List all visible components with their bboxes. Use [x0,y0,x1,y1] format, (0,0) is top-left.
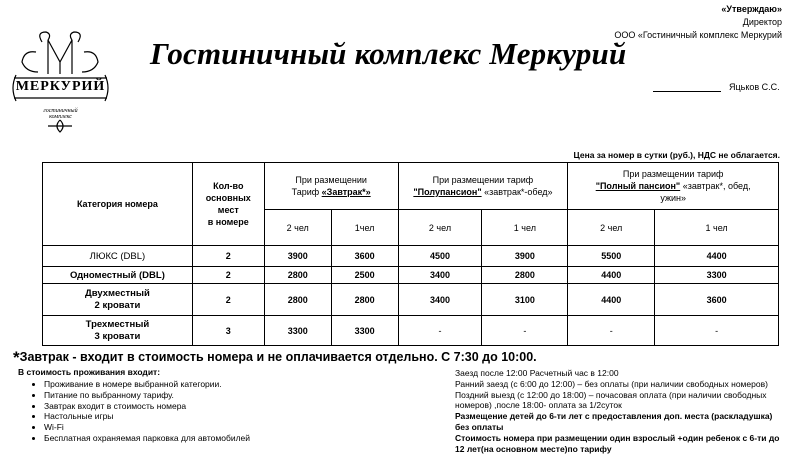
row-price: - [398,316,482,346]
rule-line: Ранний заезд (с 6:00 до 12:00) – без оплаты (при наличии свободных номеров) [455,378,768,389]
logo-text: МЕРКУРИЙ [15,79,106,94]
approval-position: Директор [742,17,782,27]
signature-underline [653,82,721,92]
table-row [43,284,779,316]
table-header-row [43,163,779,210]
row-price: 3300 [655,267,779,284]
rule-line-bold: Размещение детей до 6-ти лет с предоставления доп. места (раскладушка) без оплаты [455,411,773,432]
page-title: Гостиничный комплекс Меркурий [150,36,627,71]
list-item: Питание по выбранному тарифу. [32,390,250,401]
header-tariff-halfboard: При размещении тариф "Полупансион" «завтрак*-обед» [398,163,568,210]
list-item: Проживание в номере выбранной категории. [32,379,250,390]
approval-block [614,3,782,42]
rules-block [455,368,785,454]
rule-line: Заезд после 12:00 Расчетный час в 12:00 [455,368,619,378]
sub-header: 2 чел [398,210,482,246]
row-price: 5500 [568,246,655,267]
row-places: 2 [192,246,264,267]
sub-header: 2 чел [568,210,655,246]
row-price: 4400 [568,267,655,284]
table-row [43,246,779,267]
asterisk: * [13,348,20,367]
row-price: 3400 [398,267,482,284]
included-title: В стоимость проживания входит: [18,367,161,377]
logo-subtext: гостиничный комплекс [43,108,78,120]
signer-name: Яцьков С.С. [729,82,780,92]
approval-company: ООО «Гостиничный комплекс Меркурий [614,30,782,40]
row-price: 2800 [264,267,331,284]
included-list [32,379,250,444]
breakfast-text: Завтрак - входит в стоимость номера и не оплачивается отдельно. С 7:30 до 10:00. [19,350,537,364]
list-item: Wi-Fi [32,422,250,433]
header-category: Категория номера [43,163,193,246]
price-note: Цена за номер в сутки (руб.), НДС не облагается. [573,150,780,160]
row-price: 2800 [264,284,331,316]
row-price: 4400 [655,246,779,267]
row-price: 2800 [331,284,398,316]
row-price: 2800 [482,267,568,284]
row-price: - [568,316,655,346]
header-places: Кол-во основных мест в номере [192,163,264,246]
signature-line [653,82,780,92]
row-category: Трехместный 3 кровати [43,316,193,346]
row-price: 3300 [264,316,331,346]
header-tariff-breakfast: При размещении Тариф «Завтрак*» [264,163,398,210]
table-row [43,316,779,346]
row-category: Одноместный (DBL) [43,267,193,284]
approval-heading: «Утверждаю» [721,4,782,14]
row-price: 3900 [482,246,568,267]
row-price: - [655,316,779,346]
row-price: 4400 [568,284,655,316]
row-price: 3400 [398,284,482,316]
sub-header: 1чел [331,210,398,246]
row-category: Двухместный 2 кровати [43,284,193,316]
list-item: Настольные игры [32,411,250,422]
sub-header: 2 чел [264,210,331,246]
rule-line: Поздний выезд (с 12:00 до 18:00) – почасовая оплата (при наличии свободных номеров) ,после 18:00- оплата за 1/2суток [455,389,767,411]
header-tariff-fullboard: При размещении тариф "Полный пансион" «завтрак*, обед, ужин» [568,163,779,210]
row-price: 3600 [655,284,779,316]
row-price: 3300 [331,316,398,346]
row-price: - [482,316,568,346]
row-places: 2 [192,284,264,316]
breakfast-note [13,348,537,368]
row-price: 4500 [398,246,482,267]
row-places: 3 [192,316,264,346]
row-price: 2500 [331,267,398,284]
sub-header: 1 чел [482,210,568,246]
price-table [42,162,779,346]
row-price: 3600 [331,246,398,267]
table-row [43,267,779,284]
row-category: ЛЮКС (DBL) [43,246,193,267]
hotel-logo [8,28,113,138]
rule-line-bold: Стоимость номера при размещении один взрослый +один ребенок с 6-ти до 12 лет(на основном месте)по тарифу [455,432,780,454]
row-price: 3100 [482,284,568,316]
row-price: 3900 [264,246,331,267]
row-places: 2 [192,267,264,284]
sub-header: 1 чел [655,210,779,246]
list-item: Бесплатная охраняемая парковка для автомобилей [32,433,250,444]
list-item: Завтрак входит в стоимость номера [32,401,250,412]
